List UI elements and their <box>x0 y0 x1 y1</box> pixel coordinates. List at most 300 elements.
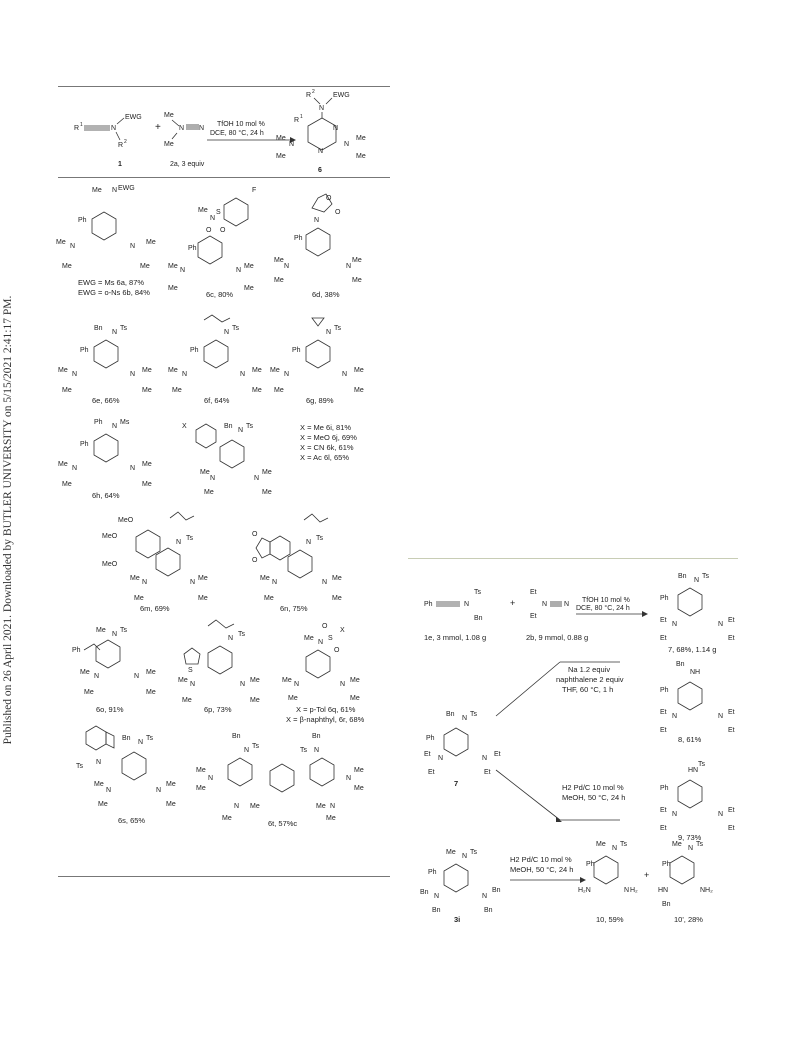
svg-text:Ph: Ph <box>294 235 303 242</box>
svg-text:Bn: Bn <box>446 711 455 718</box>
svg-text:Me: Me <box>316 803 326 810</box>
svg-text:H₂N: H₂N <box>578 887 591 894</box>
svg-text:Me: Me <box>350 695 360 702</box>
svg-text:Bn: Bn <box>312 733 321 740</box>
svg-text:Me: Me <box>252 387 262 394</box>
svg-text:Me: Me <box>282 677 292 684</box>
lower-cond-2: MeOH, 50 °C, 24 h <box>562 793 626 802</box>
svg-text:Me: Me <box>276 153 286 160</box>
svg-text:N: N <box>142 579 148 586</box>
svg-text:Me: Me <box>356 153 366 160</box>
product-10prime-label: 10', 28% <box>674 915 703 924</box>
svg-text:N: N <box>228 635 234 642</box>
svg-text:Me: Me <box>56 239 66 246</box>
svg-text:N: N <box>130 465 136 472</box>
svg-text:O: O <box>326 195 332 202</box>
svg-text:N: N <box>284 371 290 378</box>
product-10-label: 10, 59% <box>596 915 624 924</box>
svg-text:Et: Et <box>428 769 435 776</box>
caption-6f: 6f, 64% <box>204 396 230 405</box>
svg-text:Et: Et <box>728 617 735 624</box>
scheme2-row1-cond2: DCE, 80 °C, 24 h <box>576 605 630 612</box>
svg-text:Ts: Ts <box>300 747 307 754</box>
svg-text:N: N <box>694 577 700 584</box>
svg-text:N: N <box>318 148 324 155</box>
svg-text:N: N <box>234 803 240 810</box>
svg-text:N: N <box>326 329 332 336</box>
svg-text:N: N <box>138 739 144 746</box>
svg-text:Et: Et <box>728 635 735 642</box>
svg-text:N: N <box>464 601 470 608</box>
svg-text:Ph: Ph <box>426 735 435 742</box>
svg-text:Me: Me <box>276 135 286 142</box>
svg-text:Me: Me <box>58 461 68 468</box>
svg-text:N: N <box>340 681 346 688</box>
svg-text:N: N <box>238 427 244 434</box>
svg-text:Bn: Bn <box>420 889 429 896</box>
svg-text:Ph: Ph <box>292 347 301 354</box>
svg-text:+: + <box>155 122 161 133</box>
svg-text:N: N <box>718 811 724 818</box>
svg-text:N: N <box>190 681 196 688</box>
svg-text:Me: Me <box>146 239 156 246</box>
svg-text:Me: Me <box>244 263 254 270</box>
svg-text:MeO: MeO <box>102 533 118 540</box>
svg-text:N: N <box>106 787 112 794</box>
svg-text:NH: NH <box>690 669 701 676</box>
svg-text:Et: Et <box>728 807 735 814</box>
svg-text:Me: Me <box>130 575 140 582</box>
svg-text:Ts: Ts <box>316 535 323 542</box>
scheme-reactant1-label: 1 <box>118 161 122 168</box>
svg-text:Ph: Ph <box>188 245 197 252</box>
upper-cond-3: THF, 60 °C, 1 h <box>562 685 614 694</box>
svg-text:N: N <box>70 243 76 250</box>
caption-6o: 6o, 91% <box>96 705 124 714</box>
caption-6g: 6g, 89% <box>306 396 334 405</box>
svg-text:N: N <box>210 475 216 482</box>
caption-6r: X = β-naphthyl, 6r, 68% <box>286 715 365 724</box>
svg-text:Bn: Bn <box>662 901 671 908</box>
svg-text:HN: HN <box>658 887 669 894</box>
svg-text:S: S <box>216 209 221 216</box>
svg-text:Me: Me <box>262 489 272 496</box>
svg-text:N: N <box>244 747 250 754</box>
svg-text:Me: Me <box>196 785 206 792</box>
svg-text:R: R <box>118 142 124 149</box>
upper-cond-2: naphthalene 2 equiv <box>556 675 624 684</box>
svg-text:N: N <box>236 267 242 274</box>
svg-text:Ph: Ph <box>80 347 89 354</box>
svg-text:N: N <box>319 105 325 112</box>
svg-text:Me: Me <box>250 697 260 704</box>
svg-text:N: N <box>542 601 548 608</box>
caption-6k: X = CN 6k, 61% <box>300 443 354 452</box>
svg-text:Me: Me <box>172 387 182 394</box>
svg-text:+: + <box>644 870 650 880</box>
svg-text:Me: Me <box>352 277 362 284</box>
svg-text:Me: Me <box>62 263 72 270</box>
svg-text:Me: Me <box>446 849 456 856</box>
svg-text:Me: Me <box>204 489 214 496</box>
svg-text:2: 2 <box>312 89 315 95</box>
svg-text:N: N <box>210 215 216 222</box>
svg-text:Ph: Ph <box>586 861 595 868</box>
svg-text:Me: Me <box>260 575 270 582</box>
svg-text:HN: HN <box>688 767 699 774</box>
svg-text:Me: Me <box>166 781 176 788</box>
svg-text:Me: Me <box>134 595 144 602</box>
svg-text:N: N <box>322 579 328 586</box>
svg-text:N: N <box>718 713 724 720</box>
svg-text:N: N <box>130 371 136 378</box>
svg-text:+: + <box>510 598 516 608</box>
svg-text:MeO: MeO <box>102 561 118 568</box>
scheme2-row1 <box>424 573 735 654</box>
svg-text:N: N <box>254 475 260 482</box>
caption-6j: X = MeO 6j, 69% <box>300 433 357 442</box>
svg-text:EWG: EWG <box>333 92 350 99</box>
svg-text:Ts: Ts <box>470 711 477 718</box>
scheme2-row3 <box>420 841 713 924</box>
svg-text:N: N <box>330 803 336 810</box>
svg-text:N: N <box>672 713 678 720</box>
svg-text:N: N <box>333 125 339 132</box>
svg-text:Ts: Ts <box>232 325 239 332</box>
svg-text:Me: Me <box>98 801 108 808</box>
svg-text:Me: Me <box>84 689 94 696</box>
caption-6n: 6n, 75% <box>280 604 308 613</box>
svg-text:Me: Me <box>140 263 150 270</box>
svg-text:Et: Et <box>660 635 667 642</box>
svg-text:Ph: Ph <box>660 785 669 792</box>
scheme-conditions-2: DCE, 80 °C, 24 h <box>210 130 264 137</box>
caption-6l: X = Ac 6l, 65% <box>300 453 349 462</box>
svg-text:Ts: Ts <box>470 849 477 856</box>
svg-text:Bn: Bn <box>492 887 501 894</box>
row3-cond-2: MeOH, 50 °C, 24 h <box>510 865 574 874</box>
svg-text:N: N <box>130 243 136 250</box>
svg-text:N: N <box>156 787 162 794</box>
svg-text:Me: Me <box>196 767 206 774</box>
svg-text:Ph: Ph <box>80 441 89 448</box>
svg-text:Me: Me <box>92 187 102 194</box>
caption-6p: 6p, 73% <box>204 705 232 714</box>
scheme2-row1-cond1: TfOH 10 mol % <box>582 597 630 604</box>
svg-text:N: N <box>482 755 488 762</box>
svg-text:Me: Me <box>62 481 72 488</box>
svg-text:N: N <box>199 125 205 132</box>
svg-text:N: N <box>482 893 488 900</box>
svg-text:N: N <box>134 673 140 680</box>
row3-cond-1: H2 Pd/C 10 mol % <box>510 855 572 864</box>
svg-text:Me: Me <box>96 627 106 634</box>
svg-text:N: N <box>564 601 570 608</box>
svg-text:Me: Me <box>672 841 682 848</box>
scheme2-1e-label: 1e, 3 mmol, 1.08 g <box>424 633 487 642</box>
svg-text:Ts: Ts <box>186 535 193 542</box>
svg-text:Ts: Ts <box>76 763 83 770</box>
svg-text:Bn: Bn <box>676 661 685 668</box>
svg-text:Me: Me <box>262 469 272 476</box>
scheme2-2b-label: 2b, 9 mmol, 0.88 g <box>526 633 589 642</box>
svg-text:Me: Me <box>250 803 260 810</box>
caption-6c: 6c, 80% <box>206 290 234 299</box>
caption-6a: EWG = Ms 6a, 87% <box>78 278 145 287</box>
svg-text:Me: Me <box>182 697 192 704</box>
svg-text:N: N <box>612 845 618 852</box>
svg-text:Me: Me <box>244 285 254 292</box>
download-watermark-text: Published on 26 April 2021. Downloaded by BUTLER UNIVERSITY on 5/15/2021 2:41:17 PM. <box>2 295 14 745</box>
scheme-conditions-1: TfOH 10 mol % <box>217 121 265 128</box>
svg-text:Me: Me <box>146 689 156 696</box>
svg-text:Me: Me <box>198 575 208 582</box>
svg-text:N: N <box>688 845 694 852</box>
svg-text:Me: Me <box>304 635 314 642</box>
svg-text:O: O <box>252 531 258 538</box>
svg-text:N: N <box>112 423 118 430</box>
svg-text:Me: Me <box>250 677 260 684</box>
svg-text:N: N <box>438 755 444 762</box>
svg-text:N: N <box>314 217 320 224</box>
svg-text:N: N <box>72 371 78 378</box>
svg-text:Ph: Ph <box>424 601 433 608</box>
scheme2-start-3i: 3i <box>454 915 461 924</box>
svg-text:Ph: Ph <box>78 217 87 224</box>
svg-text:N: N <box>112 187 118 194</box>
svg-text:1: 1 <box>80 122 83 128</box>
svg-text:Me: Me <box>178 677 188 684</box>
svg-text:Et: Et <box>424 751 431 758</box>
svg-text:Me: Me <box>274 277 284 284</box>
svg-text:Ph: Ph <box>662 861 671 868</box>
svg-text:R: R <box>294 117 300 124</box>
svg-text:1: 1 <box>300 114 303 120</box>
svg-text:Ts: Ts <box>334 325 341 332</box>
svg-text:MeO: MeO <box>118 517 134 524</box>
svg-text:Ts: Ts <box>702 573 709 580</box>
svg-text:Me: Me <box>274 257 284 264</box>
svg-text:2: 2 <box>124 139 127 145</box>
svg-text:N: N <box>112 631 118 638</box>
svg-text:Et: Et <box>660 709 667 716</box>
svg-text:Et: Et <box>728 727 735 734</box>
svg-text:Et: Et <box>660 727 667 734</box>
svg-text:N: N <box>224 329 230 336</box>
svg-text:Ph: Ph <box>72 647 81 654</box>
lower-cond-1: H2 Pd/C 10 mol % <box>562 783 624 792</box>
svg-text:Et: Et <box>494 751 501 758</box>
svg-text:Ms: Ms <box>120 419 130 426</box>
svg-text:Ph: Ph <box>428 869 437 876</box>
svg-text:NH₂: NH₂ <box>700 887 713 894</box>
svg-text:EWG: EWG <box>125 114 142 121</box>
svg-text:N: N <box>96 759 102 766</box>
svg-text:O: O <box>322 623 328 630</box>
svg-text:Me: Me <box>270 367 280 374</box>
svg-text:N: N <box>344 141 350 148</box>
svg-text:Ts: Ts <box>252 743 259 750</box>
svg-text:X: X <box>340 627 345 634</box>
svg-text:N: N <box>346 775 352 782</box>
scheme2-7-label: 7, 68%, 1.14 g <box>668 645 717 654</box>
svg-text:Me: Me <box>596 841 606 848</box>
svg-text:N: N <box>94 673 100 680</box>
svg-text:N: N <box>240 371 246 378</box>
svg-text:Me: Me <box>332 575 342 582</box>
svg-text:O: O <box>334 647 340 654</box>
upper-cond-1: Na 1.2 equiv <box>568 665 611 674</box>
svg-text:Me: Me <box>274 387 284 394</box>
svg-text:N: N <box>346 263 352 270</box>
caption-6e: 6e, 66% <box>92 396 120 405</box>
svg-text:Me: Me <box>168 367 178 374</box>
product-9-label: 9, 73% <box>678 833 702 842</box>
svg-text:Me: Me <box>58 367 68 374</box>
svg-text:EWG: EWG <box>118 185 135 192</box>
scheme-reactant2-label: 2a, 3 equiv <box>170 161 205 168</box>
svg-text:Me: Me <box>142 367 152 374</box>
svg-text:Ts: Ts <box>620 841 627 848</box>
svg-text:Me: Me <box>352 257 362 264</box>
svg-text:Me: Me <box>198 595 208 602</box>
svg-text:Et: Et <box>728 709 735 716</box>
svg-text:Ts: Ts <box>698 761 705 768</box>
svg-text:Bn: Bn <box>224 423 233 430</box>
svg-text:N: N <box>176 539 182 546</box>
svg-text:Me: Me <box>80 669 90 676</box>
svg-text:Me: Me <box>168 285 178 292</box>
svg-text:N: N <box>111 125 117 132</box>
caption-6m: 6m, 69% <box>140 604 170 613</box>
svg-text:Et: Et <box>660 825 667 832</box>
svg-text:N: N <box>342 371 348 378</box>
svg-text:N: N <box>180 267 186 274</box>
caption-6d: 6d, 38% <box>312 290 340 299</box>
svg-text:O: O <box>206 227 212 234</box>
svg-text:N: N <box>182 371 188 378</box>
svg-text:N: N <box>240 681 246 688</box>
svg-text:Me: Me <box>200 469 210 476</box>
caption-6b: EWG = o-Ns 6b, 84% <box>78 288 150 297</box>
svg-text:Bn: Bn <box>484 907 493 914</box>
svg-text:Ph: Ph <box>190 347 199 354</box>
svg-text:H₂: H₂ <box>630 887 638 894</box>
svg-text:Me: Me <box>164 112 174 119</box>
svg-text:Me: Me <box>94 781 104 788</box>
svg-text:Me: Me <box>354 367 364 374</box>
svg-text:Bn: Bn <box>94 325 103 332</box>
svg-text:O: O <box>220 227 226 234</box>
svg-text:N: N <box>314 747 320 754</box>
svg-text:Bn: Bn <box>122 735 131 742</box>
svg-text:Me: Me <box>142 387 152 394</box>
svg-text:N: N <box>434 893 440 900</box>
svg-text:Me: Me <box>164 141 174 148</box>
scheme-product-label: 6 <box>318 167 322 174</box>
svg-text:X: X <box>182 423 187 430</box>
svg-text:N: N <box>318 639 324 646</box>
svg-text:Me: Me <box>222 815 232 822</box>
svg-text:N: N <box>718 621 724 628</box>
svg-text:N: N <box>72 465 78 472</box>
svg-text:Bn: Bn <box>474 615 483 622</box>
svg-text:Ts: Ts <box>120 325 127 332</box>
svg-text:Me: Me <box>354 767 364 774</box>
svg-text:O: O <box>252 557 258 564</box>
svg-text:Ts: Ts <box>696 841 703 848</box>
svg-text:R: R <box>306 92 312 99</box>
svg-text:Et: Et <box>484 769 491 776</box>
svg-text:Me: Me <box>264 595 274 602</box>
svg-text:N: N <box>672 621 678 628</box>
svg-text:Et: Et <box>660 617 667 624</box>
svg-text:F: F <box>252 187 257 194</box>
caption-6t: 6t, 57%c <box>268 819 298 828</box>
svg-text:Me: Me <box>62 387 72 394</box>
svg-text:S: S <box>188 667 193 674</box>
svg-text:Me: Me <box>356 135 366 142</box>
scheme2-start-7: 7 <box>454 779 459 788</box>
svg-text:N: N <box>272 579 278 586</box>
svg-text:Et: Et <box>660 807 667 814</box>
svg-text:Me: Me <box>168 263 178 270</box>
svg-text:Ts: Ts <box>238 631 245 638</box>
svg-text:Me: Me <box>332 595 342 602</box>
svg-text:Bn: Bn <box>232 733 241 740</box>
caption-6q: X = p-Tol 6q, 61% <box>296 705 356 714</box>
svg-text:Et: Et <box>728 825 735 832</box>
svg-text:N: N <box>624 887 630 894</box>
svg-text:Ts: Ts <box>146 735 153 742</box>
svg-text:S: S <box>328 635 333 642</box>
svg-text:Me: Me <box>354 785 364 792</box>
svg-text:N: N <box>112 329 118 336</box>
svg-text:N: N <box>462 715 468 722</box>
svg-text:Me: Me <box>198 207 208 214</box>
svg-text:Ts: Ts <box>120 627 127 634</box>
svg-text:Bn: Bn <box>678 573 687 580</box>
svg-text:Et: Et <box>530 589 537 596</box>
svg-text:Me: Me <box>146 669 156 676</box>
svg-text:R: R <box>74 125 80 132</box>
product-8-label: 8, 61% <box>678 735 702 744</box>
svg-text:Ph: Ph <box>94 419 103 426</box>
svg-text:Me: Me <box>252 367 262 374</box>
svg-text:N: N <box>284 263 290 270</box>
caption-6h: 6h, 64% <box>92 491 120 500</box>
svg-text:Et: Et <box>530 613 537 620</box>
svg-text:Ts: Ts <box>246 423 253 430</box>
svg-text:Me: Me <box>354 387 364 394</box>
svg-text:Ph: Ph <box>660 687 669 694</box>
svg-text:N: N <box>294 681 300 688</box>
svg-text:N: N <box>179 125 185 132</box>
svg-text:N: N <box>306 539 312 546</box>
svg-text:Me: Me <box>288 695 298 702</box>
svg-text:Me: Me <box>326 815 336 822</box>
svg-text:Me: Me <box>142 481 152 488</box>
svg-text:O: O <box>335 209 341 216</box>
caption-6s: 6s, 65% <box>118 816 146 825</box>
svg-text:Bn: Bn <box>432 907 441 914</box>
scheme2-row2 <box>424 661 735 842</box>
caption-6i: X = Me 6i, 81% <box>300 423 352 432</box>
svg-text:Me: Me <box>166 801 176 808</box>
svg-text:Me: Me <box>142 461 152 468</box>
svg-text:Ts: Ts <box>474 589 481 596</box>
svg-text:Ph: Ph <box>660 595 669 602</box>
